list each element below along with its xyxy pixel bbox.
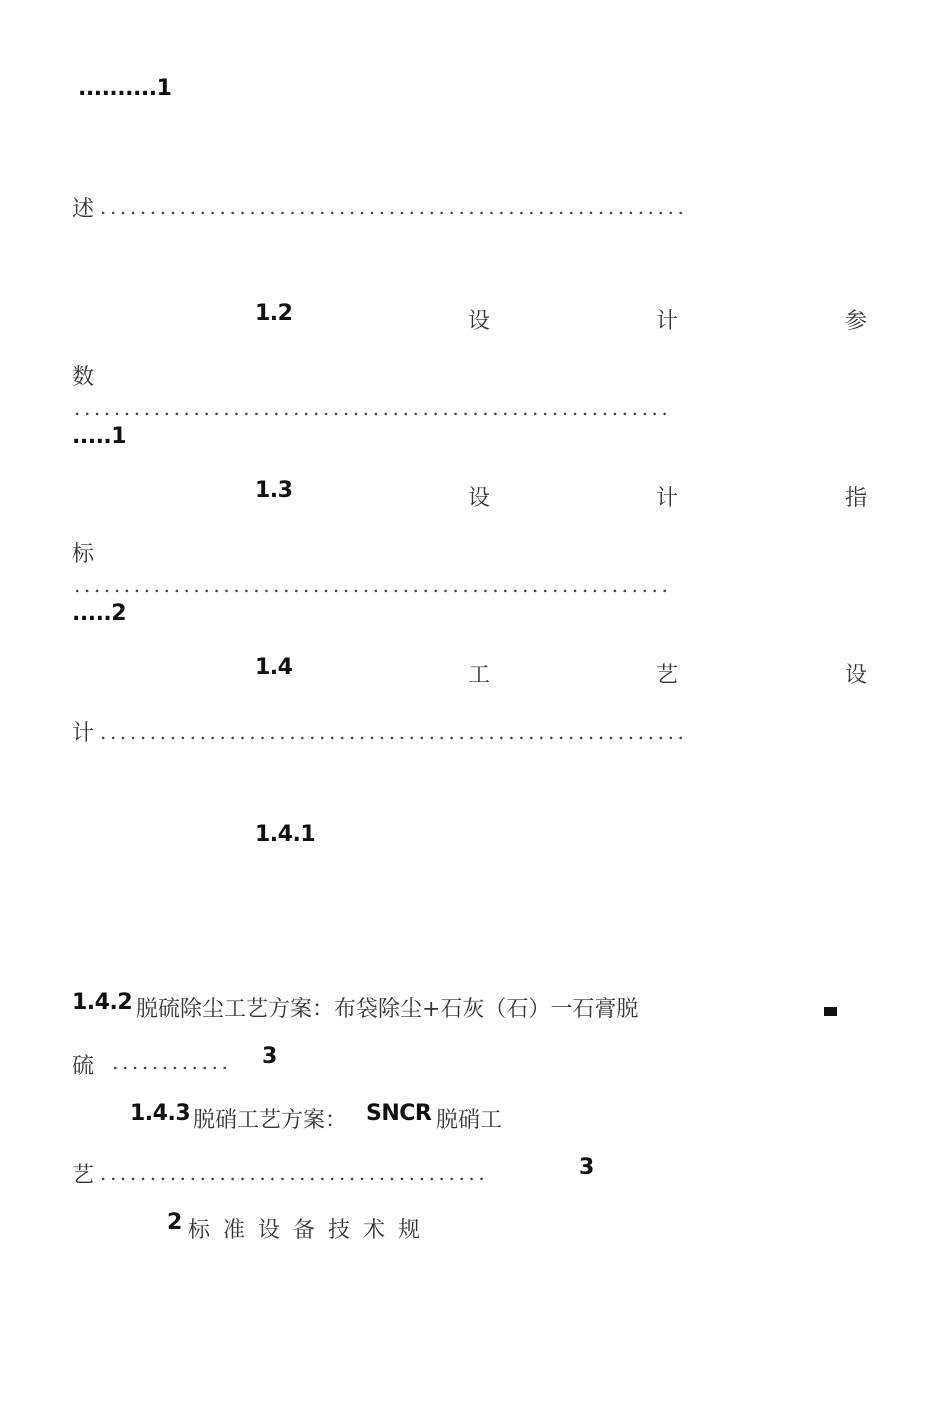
toc-1-4-char-3: 设 xyxy=(845,663,868,688)
toc-1-2-page-number: .....1 xyxy=(72,424,127,449)
toc-1-2-char-1: 设 xyxy=(468,309,491,334)
toc-1-4-char-1: 工 xyxy=(468,663,491,688)
toc-1-2-char-4: 数 xyxy=(72,365,95,390)
toc-top-page-number: ..........1 xyxy=(78,76,172,101)
toc-1-3-char-3: 指 xyxy=(845,486,868,511)
toc-1-4-3-title-a: 脱硝工艺方案： xyxy=(193,1108,348,1133)
toc-1-4-3-page-number: 3 xyxy=(579,1155,594,1180)
black-square-mark xyxy=(824,1007,837,1016)
toc-1-4-3-number: 1.4.3 xyxy=(130,1101,191,1126)
toc-1-4-2-leader-dots: ............ xyxy=(112,1050,232,1074)
toc-1-4-leader-dots: ........................................................... xyxy=(100,720,688,744)
toc-1-4-3-leader-dots: ....................................... xyxy=(100,1161,489,1185)
toc-1-4-char-2: 艺 xyxy=(656,663,679,688)
toc-1-4-2-page-number: 3 xyxy=(262,1044,277,1069)
toc-2-title: 标 准 设 备 技 术 规 xyxy=(188,1218,423,1243)
toc-1-4-2-title: 脱硫除尘工艺方案：布袋除尘+石灰（石）一石膏脱 xyxy=(136,997,639,1022)
toc-1-4-3-title-b: 脱硝工 xyxy=(436,1108,503,1133)
toc-1-3-char-4: 标 xyxy=(72,542,95,567)
toc-1-3-page-number: .....2 xyxy=(72,601,127,626)
toc-2-number: 2 xyxy=(167,1210,182,1235)
toc-1-2-char-2: 计 xyxy=(656,309,679,334)
toc-1-4-1-number: 1.4.1 xyxy=(255,822,316,847)
toc-1-4-2-title-cont: 硫 xyxy=(72,1054,95,1079)
toc-1-1-title-tail: 述 xyxy=(72,197,95,222)
toc-1-4-number: 1.4 xyxy=(255,655,293,680)
toc-1-2-char-3: 参 xyxy=(845,309,868,334)
toc-1-3-char-2: 计 xyxy=(656,486,679,511)
toc-1-1-leader-dots: ........................................................... xyxy=(100,195,688,219)
toc-1-3-number: 1.3 xyxy=(255,478,293,503)
toc-1-3-leader-dots: ............................................................ xyxy=(74,573,672,597)
toc-1-4-3-sncr: SNCR xyxy=(366,1101,432,1126)
toc-1-4-2-number: 1.4.2 xyxy=(72,990,133,1015)
toc-1-4-3-title-cont: 艺 xyxy=(72,1163,95,1188)
toc-1-4-char-4: 计 xyxy=(72,721,95,746)
toc-1-2-number: 1.2 xyxy=(255,301,293,326)
toc-1-3-char-1: 设 xyxy=(468,486,491,511)
toc-1-2-leader-dots: ............................................................ xyxy=(74,396,672,420)
